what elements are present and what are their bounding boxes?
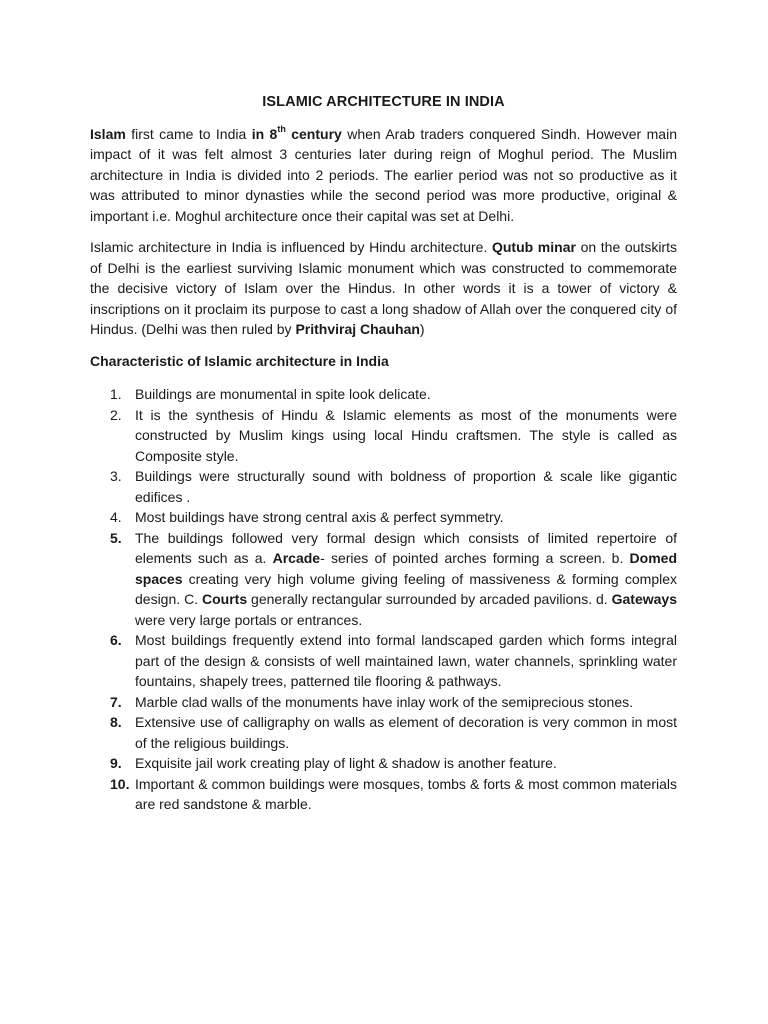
list-item xyxy=(90,712,677,753)
list-text-part: - series of pointed arches forming a screen. b. xyxy=(320,550,630,566)
list-text: It is the synthesis of Hindu & Islamic elements as most of the monuments were constructed by Muslim kings using local Hindu craftsmen. The style is called as Composite style. xyxy=(135,406,677,464)
list-number: 1. xyxy=(110,386,122,402)
list-text-part: were very large portals or entrances. xyxy=(135,611,363,628)
list-text-part: generally rectangular surrounded by arcaded pavilions. d. xyxy=(247,591,612,607)
century-number: in 8 xyxy=(251,125,278,142)
list-text-part: creating very high volume giving feeling of massiveness & forming complex design. C. xyxy=(135,570,677,607)
characteristics-list xyxy=(90,384,677,815)
intro-text-1: first came to India xyxy=(125,125,252,142)
list-item xyxy=(90,384,677,405)
bold-prithviraj: Prithviraj Chauhan xyxy=(295,321,420,337)
list-text: Extensive use of calligraphy on walls as element of decoration is very common in most of the religious buildings. xyxy=(135,714,677,751)
bold-century xyxy=(251,123,342,142)
bold-qutub-minar: Qutub minar xyxy=(491,239,576,255)
list-number: 6. xyxy=(110,632,122,648)
list-text: Most buildings have strong central axis & perfect symmetry. xyxy=(135,509,504,525)
century-superscript: th xyxy=(277,123,286,134)
intro-paragraph xyxy=(90,124,677,227)
list-text: Exquisite jail work creating play of light & shadow is another feature. xyxy=(135,755,557,771)
list-number: 9. xyxy=(110,755,122,771)
document-page xyxy=(90,92,677,815)
bold-islam: Islam xyxy=(90,125,126,142)
list-number: 10. xyxy=(110,775,130,792)
list-item xyxy=(90,405,677,467)
document-title: ISLAMIC ARCHITECTURE IN INDIA xyxy=(262,94,505,110)
qutub-text-1: Islamic architecture in India is influenced by Hindu architecture. xyxy=(90,239,492,255)
bold-gateways: Gateways xyxy=(611,591,677,607)
list-item xyxy=(90,507,677,528)
intro-text-2: when Arab traders conquered Sindh. However main impact of it was felt almost 3 centuries later during reign of Moghul period. The Muslim architecture in India is divided into 2 periods. The earlier period was not so productive as it was attributed to minor dynasties while the second period was more productive, original & important i.e. Moghul architecture once their capital was set at Delhi. xyxy=(90,125,677,224)
list-text: Buildings are monumental in spite look delicate. xyxy=(135,386,431,402)
list-number: 2. xyxy=(110,406,122,423)
list-text: Important & common buildings were mosques, tombs & forts & most common materials are red sandstone & marble. xyxy=(135,775,677,812)
list-number: 7. xyxy=(110,693,122,710)
list-item xyxy=(90,528,677,631)
list-text: Buildings were structurally sound with boldness of proportion & scale like gigantic edifices . xyxy=(135,468,677,505)
list-number: 3. xyxy=(110,468,122,484)
qutub-paragraph xyxy=(90,237,677,340)
bold-domed-spaces: Domed spaces xyxy=(135,550,677,587)
list-text-part: The buildings followed very formal design which consists of limited repertoire of elements such as a. xyxy=(135,529,677,566)
list-number: 4. xyxy=(110,509,122,525)
bold-arcade: Arcade xyxy=(272,550,321,566)
list-item xyxy=(90,692,677,713)
list-text: Most buildings frequently extend into formal landscaped garden which forms integral part of the design & consists of well maintained lawn, water channels, sprinkling water fountains, shapely trees, patterned tile flooring & pathways. xyxy=(135,632,677,689)
century-word: century xyxy=(285,125,342,142)
list-item xyxy=(90,774,677,815)
qutub-text-3: ) xyxy=(419,321,425,337)
list-number: 8. xyxy=(110,714,122,730)
list-text: Marble clad walls of the monuments have inlay work of the semiprecious stones. xyxy=(135,693,634,710)
qutub-text-2: on the outskirts of Delhi is the earliest surviving Islamic monument which was constructed to commemorate the decisive victory of Islam over the Hindus. In other words it is a tower of victory & inscriptions on it proclaim its purpose to cast a long shadow of Allah over the conquered city of Hindus. (Delhi was then ruled by xyxy=(90,239,677,337)
list-item xyxy=(90,753,677,774)
list-item xyxy=(90,630,677,692)
list-number: 5. xyxy=(110,529,122,546)
bold-courts: Courts xyxy=(202,591,248,607)
section-heading: Characteristic of Islamic architecture in India xyxy=(90,352,389,369)
list-item xyxy=(90,466,677,507)
